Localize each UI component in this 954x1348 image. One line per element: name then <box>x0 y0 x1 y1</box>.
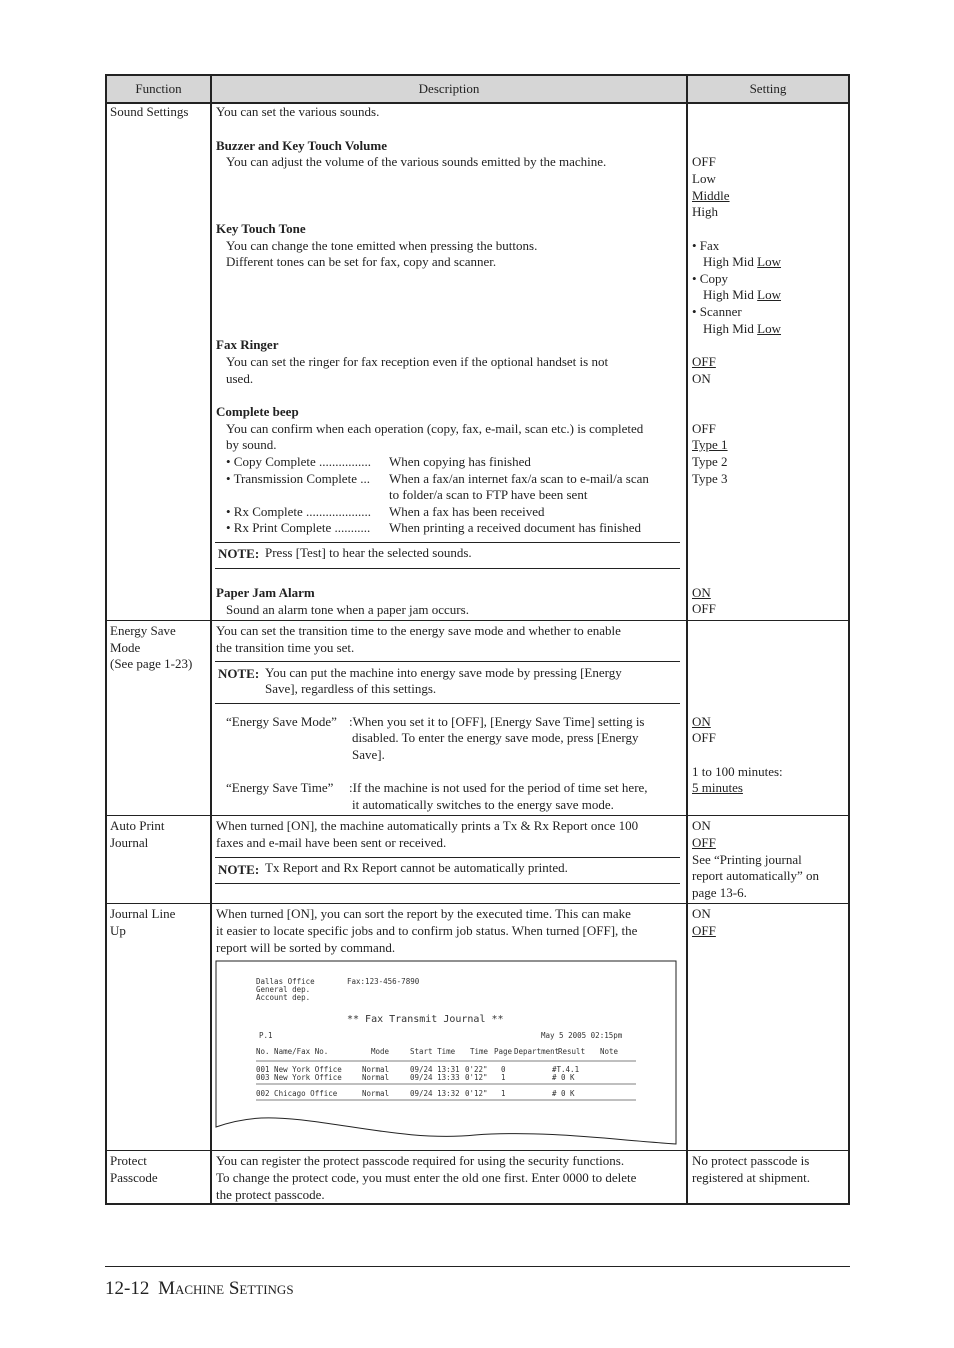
sound-intro: You can set the various sounds. <box>216 104 380 119</box>
column-divider <box>210 74 212 1205</box>
journal-row: 09/24 13:32 <box>410 1089 460 1098</box>
protect-function: Protect <box>110 1153 147 1168</box>
beep-desc: You can confirm when each operation (copy, fax, e-mail, scan etc.) is completed <box>226 421 644 436</box>
journal-col: Department <box>514 1047 560 1056</box>
auto-function: Auto Print <box>110 818 165 833</box>
energy-opt-off: OFF <box>692 730 716 745</box>
note-rule <box>215 857 680 858</box>
auto-function: Journal <box>110 835 149 850</box>
auto-opt-off: OFF <box>692 835 716 850</box>
journal-col: Start Time <box>410 1047 456 1056</box>
protect-desc: the protect passcode. <box>216 1187 325 1202</box>
journal-row: 09/24 13:31 <box>410 1065 460 1074</box>
beep-item-desc: When a fax has been received <box>389 504 545 519</box>
beep-opt-type2: Type 2 <box>692 454 728 469</box>
note-rule <box>215 542 680 543</box>
lineup-opt-off: OFF <box>692 923 716 938</box>
ringer-desc: used. <box>226 371 254 386</box>
note-rule <box>215 568 680 569</box>
buzzer-opt-low: Low <box>692 171 716 186</box>
journal-row: 1 <box>501 1073 506 1082</box>
note-label: NOTE: <box>218 666 260 681</box>
lineup-function: Journal Line <box>110 906 176 921</box>
journal-sender: Account dep. <box>256 993 311 1002</box>
beep-item-label: • Transmission Complete ... <box>226 471 370 486</box>
journal-title: ** Fax Transmit Journal ** <box>347 1014 504 1025</box>
journal-row: 0'22" <box>465 1065 488 1074</box>
journal-row: 0'12" <box>465 1073 488 1082</box>
journal-sender: General dep. <box>256 985 311 994</box>
beep-opt-off: OFF <box>692 421 716 436</box>
energy-time-desc: :If the machine is not used for the period of time set here, <box>349 780 648 795</box>
lineup-desc: it easier to locate specific jobs and to confirm job status. When turned [OFF], the <box>216 923 638 938</box>
journal-col: Time <box>470 1047 489 1056</box>
lineup-opt-on: ON <box>692 906 711 921</box>
journal-row: # 0 K <box>552 1089 575 1098</box>
energy-function: Mode <box>110 640 141 655</box>
jam-desc: Sound an alarm tone when a paper jam occurs. <box>226 602 469 617</box>
buzzer-title: Buzzer and Key Touch Volume <box>216 138 387 153</box>
energy-function: (See page 1-23) <box>110 656 193 671</box>
note-text: Tx Report and Rx Report cannot be automatically printed. <box>265 860 568 875</box>
energy-mode-label: “Energy Save Mode” <box>226 714 337 729</box>
energy-desc: You can set the transition time to the energy save mode and whether to enable <box>216 623 621 638</box>
footer <box>105 1278 294 1300</box>
keytone-copy: • Copy <box>692 271 728 286</box>
auto-opt-on: ON <box>692 818 711 833</box>
auto-see: report automatically” on <box>692 868 820 883</box>
row-divider <box>105 1150 850 1151</box>
note-text: Press [Test] to hear the selected sounds. <box>265 545 472 560</box>
journal-fax: Fax:123-456-7890 <box>347 977 420 986</box>
energy-mode-desc: disabled. To enter the energy save mode, press [Energy <box>352 730 639 745</box>
buzzer-opt-middle: Middle <box>692 188 730 203</box>
energy-mode-desc: :When you set it to [OFF], [Energy Save Time] setting is <box>349 714 645 729</box>
note-text: You can put the machine into energy save mode by pressing [Energy <box>265 665 622 680</box>
header-description: Description <box>212 76 686 102</box>
ringer-desc: You can set the ringer for fax reception even if the optional handset is not <box>226 354 609 369</box>
ringer-opt-off: OFF <box>692 354 716 369</box>
beep-item-desc: When printing a received document has finished <box>389 520 641 535</box>
beep-item-desc: to folder/a scan to FTP have been sent <box>389 487 588 502</box>
note-rule <box>215 883 680 884</box>
journal-col: Note <box>600 1047 619 1056</box>
auto-desc: When turned [ON], the machine automatically prints a Tx & Rx Report once 100 <box>216 818 639 833</box>
row-divider <box>105 620 850 621</box>
journal-row: 09/24 13:33 <box>410 1073 460 1082</box>
journal-col: Result <box>558 1047 586 1056</box>
header-function: Function <box>107 76 210 102</box>
auto-desc: faxes and e-mail have been sent or received. <box>216 835 447 850</box>
journal-row: 002 Chicago Office <box>256 1089 338 1098</box>
beep-title: Complete beep <box>216 404 299 419</box>
keytone-title: Key Touch Tone <box>216 221 306 236</box>
page-number: 12-12 <box>105 1278 150 1299</box>
beep-item-label: • Rx Complete .................... <box>226 504 372 519</box>
journal-row: 0 <box>501 1065 506 1074</box>
journal-col: Page <box>494 1047 513 1056</box>
beep-item-desc: When copying has finished <box>389 454 531 469</box>
energy-opt-on: ON <box>692 714 711 729</box>
journal-row: Normal <box>362 1089 390 1098</box>
energy-time-default: 5 minutes <box>692 780 743 795</box>
sound-function: Sound Settings <box>110 104 189 119</box>
auto-see: See “Printing journal <box>692 852 802 867</box>
journal-row: 1 <box>501 1089 506 1098</box>
journal-row: Normal <box>362 1073 390 1082</box>
lineup-desc: When turned [ON], you can sort the report by the executed time. This can make <box>216 906 631 921</box>
energy-desc: the transition time you set. <box>216 640 355 655</box>
journal-row: #T.4.1 <box>552 1065 580 1074</box>
journal-row: 003 New York Office <box>256 1073 342 1082</box>
auto-see: page 13-6. <box>692 885 747 900</box>
keytone-scanner-levels: High Mid Low <box>703 321 782 336</box>
journal-page: P.1 <box>259 1031 273 1040</box>
lineup-function: Up <box>110 923 126 938</box>
journal-row: 0'12" <box>465 1089 488 1098</box>
keytone-fax: • Fax <box>692 238 720 253</box>
beep-opt-type1: Type 1 <box>692 437 728 452</box>
note-rule <box>215 703 680 704</box>
protect-setting: registered at shipment. <box>692 1170 811 1185</box>
energy-function: Energy Save <box>110 623 176 638</box>
journal-col: No. Name/Fax No. <box>256 1047 329 1056</box>
column-divider <box>686 74 688 1205</box>
journal-row: # 0 K <box>552 1073 575 1082</box>
ringer-title: Fax Ringer <box>216 337 279 352</box>
keytone-desc: You can change the tone emitted when pressing the buttons. <box>226 238 538 253</box>
journal-row: Normal <box>362 1065 390 1074</box>
beep-item-label: • Rx Print Complete ........... <box>226 520 371 535</box>
section-title: Machine Settings <box>158 1278 294 1299</box>
energy-time-range: 1 to 100 minutes: <box>692 764 783 779</box>
jam-opt-on: ON <box>692 585 711 600</box>
header-setting: Setting <box>688 76 848 102</box>
protect-setting: No protect passcode is <box>692 1153 810 1168</box>
ringer-opt-on: ON <box>692 371 711 386</box>
protect-desc: You can register the protect passcode required for using the security functions. <box>216 1153 625 1168</box>
buzzer-opt-high: High <box>692 204 718 219</box>
protect-function: Passcode <box>110 1170 158 1185</box>
beep-item-desc: When a fax/an internet fax/a scan to e-mail/a scan <box>389 471 649 486</box>
beep-item-label: • Copy Complete ................ <box>226 454 372 469</box>
jam-opt-off: OFF <box>692 601 716 616</box>
beep-desc: by sound. <box>226 437 277 452</box>
note-label: NOTE: <box>218 862 260 877</box>
buzzer-opt-off: OFF <box>692 154 716 169</box>
beep-opt-type3: Type 3 <box>692 471 728 486</box>
row-divider <box>105 903 850 904</box>
jam-title: Paper Jam Alarm <box>216 585 315 600</box>
energy-time-label: “Energy Save Time” <box>226 780 334 795</box>
note-label: NOTE: <box>218 546 260 561</box>
journal-date: May 5 2005 02:15pm <box>541 1031 623 1040</box>
protect-desc: To change the protect code, you must enter the old one first. Enter 0000 to delete <box>216 1170 637 1185</box>
note-text: Save], regardless of this settings. <box>265 681 437 696</box>
note-rule <box>215 661 680 662</box>
energy-time-desc: it automatically switches to the energy save mode. <box>352 797 614 812</box>
buzzer-desc: You can adjust the volume of the various sounds emitted by the machine. <box>226 154 607 169</box>
journal-sender: Dallas Office <box>256 977 315 986</box>
journal-col: Mode <box>371 1047 390 1056</box>
keytone-scanner: • Scanner <box>692 304 742 319</box>
keytone-copy-levels: High Mid Low <box>703 287 782 302</box>
keytone-fax-levels: High Mid Low <box>703 254 782 269</box>
energy-mode-desc: Save]. <box>352 747 385 762</box>
keytone-desc: Different tones can be set for fax, copy and scanner. <box>226 254 497 269</box>
row-divider <box>105 815 850 816</box>
footer-rule <box>105 1266 850 1267</box>
lineup-desc: report will be sorted by command. <box>216 940 396 955</box>
journal-row: 001 New York Office <box>256 1065 342 1074</box>
